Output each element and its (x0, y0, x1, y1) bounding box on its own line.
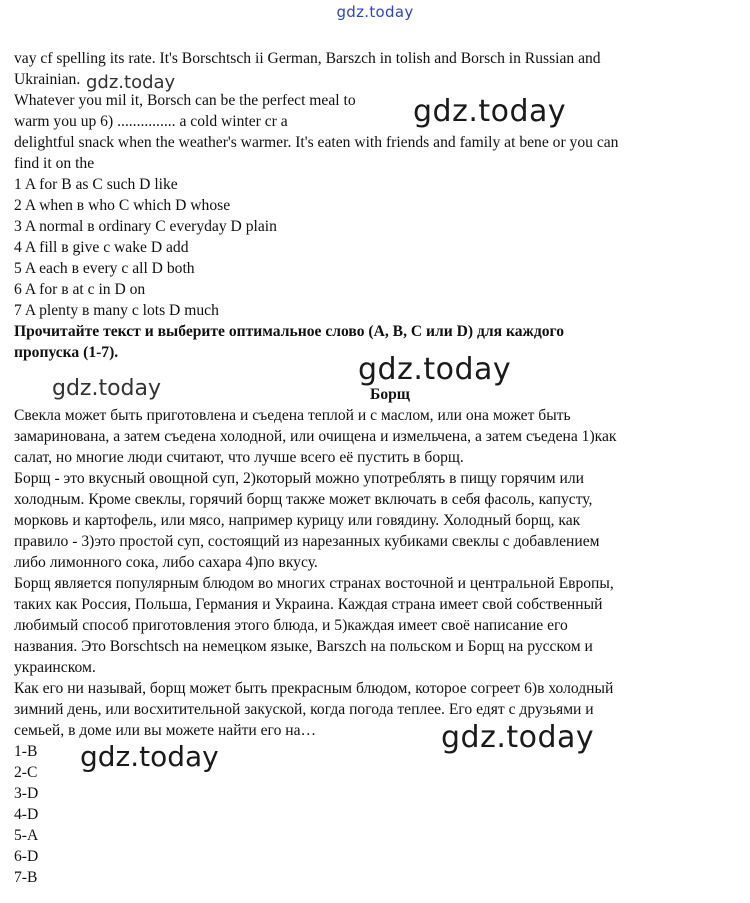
text-line: правило - 3)это простой суп, состоящий из нарезанных кубиками свеклы с добавлением (14, 533, 600, 550)
russian-text (14, 405, 744, 741)
text-line: либо лимонного сока, либо сахара 4)по вкусу. (14, 554, 318, 571)
option-line: 7 A plenty в many c lots D much (14, 302, 219, 319)
instruction-line: пропуска (1-7). (14, 344, 119, 361)
watermark-overlay: gdz.today (52, 376, 162, 401)
text-line: Whatever you mil it, Borsch can be the perfect meal to (14, 92, 356, 109)
watermark-overlay: gdz.today (413, 94, 567, 129)
answer-line: 4-D (14, 806, 39, 823)
text-line: Борщ - это вкусный овощной суп, 2)который можно употреблять в пищу горячим или (14, 470, 584, 487)
text-line: find it on the (14, 155, 95, 172)
answer-line: 6-D (14, 848, 39, 865)
answer-line: 5-A (14, 827, 39, 844)
instruction-line: Прочитайте текст и выберите оптимальное слово (А, В, С или D) для каждого (14, 323, 565, 340)
option-line: 3 A normal в ordinary C everyday D plain (14, 218, 277, 235)
option-line: 4 A fill в give c wake D add (14, 239, 189, 256)
option-line: 2 A when в who C which D whose (14, 197, 231, 214)
answer-line: 1-B (14, 743, 38, 760)
text-line: морковь и картофель, или мясо, например курицу или говядину. Холодный борщ, как (14, 512, 581, 529)
option-line: 6 A for в at c in D on (14, 281, 146, 298)
text-line: семьей, в доме или вы можете найти его на… (14, 722, 317, 739)
header-watermark: gdz.today (336, 3, 414, 21)
text-line: украинском. (14, 659, 96, 676)
options-list (14, 174, 744, 321)
top-spacer (14, 0, 744, 48)
text-line: любимый способ приготовления этого блюда, и 5)каждая имеет своё написание его (14, 617, 568, 634)
watermark-overlay: gdz.today (358, 352, 512, 387)
text-line: Как его ни называй, борщ может быть прекрасным блюдом, которое согреет 6)в холодный (14, 680, 614, 697)
text-line: warm you up 6) ............... a cold winter cr a (14, 113, 288, 130)
answer-line: 3-D (14, 785, 39, 802)
text-line: холодным. Кроме свеклы, горячий борщ также может включать в себя фасоль, капусту, (14, 491, 593, 508)
watermark-overlay: gdz.today (80, 740, 219, 773)
text-line: таких как Россия, Польша, Германия и Украина. Каждая страна имеет свой собственный (14, 596, 603, 613)
text-title: Борщ (370, 386, 410, 403)
text-line: Свекла может быть приготовлена и съедена теплой и с маслом, или она может быть (14, 407, 571, 424)
watermark-overlay: gdz.today (86, 72, 176, 93)
english-text (14, 48, 744, 174)
text-line: названия. Это Borschtsch на немецком языке, Barszch на польском и Борщ на русском и (14, 638, 593, 655)
answer-line: 7-B (14, 869, 38, 886)
text-line: Борщ является популярным блюдом во многих странах восточной и центральной Европы, (14, 575, 614, 592)
option-line: 1 A for B as C such D like (14, 176, 178, 193)
text-line: Ukrainian. (14, 71, 81, 88)
text-line: замаринована, а затем съедена холодной, или очищена и измельчена, а затем съедена 1)как (14, 428, 617, 445)
answer-line: 2-C (14, 764, 38, 781)
text-line: салат, но многие люди считают, что лучше всего её пустить в борщ. (14, 449, 464, 466)
watermark-overlay: gdz.today (441, 720, 595, 755)
text-line: delightful snack when the weather's warmer. It's eaten with friends and family at bene or you can (14, 134, 619, 151)
option-line: 5 A each в every c all D both (14, 260, 195, 277)
text-line: vay cf spelling its rate. It's Borschtsch ii German, Barszch in tolish and Borsch in Russian and (14, 50, 601, 67)
text-line: зимний день, или восхитительной закуской, когда погода теплее. Его едят с друзьями и (14, 701, 594, 718)
